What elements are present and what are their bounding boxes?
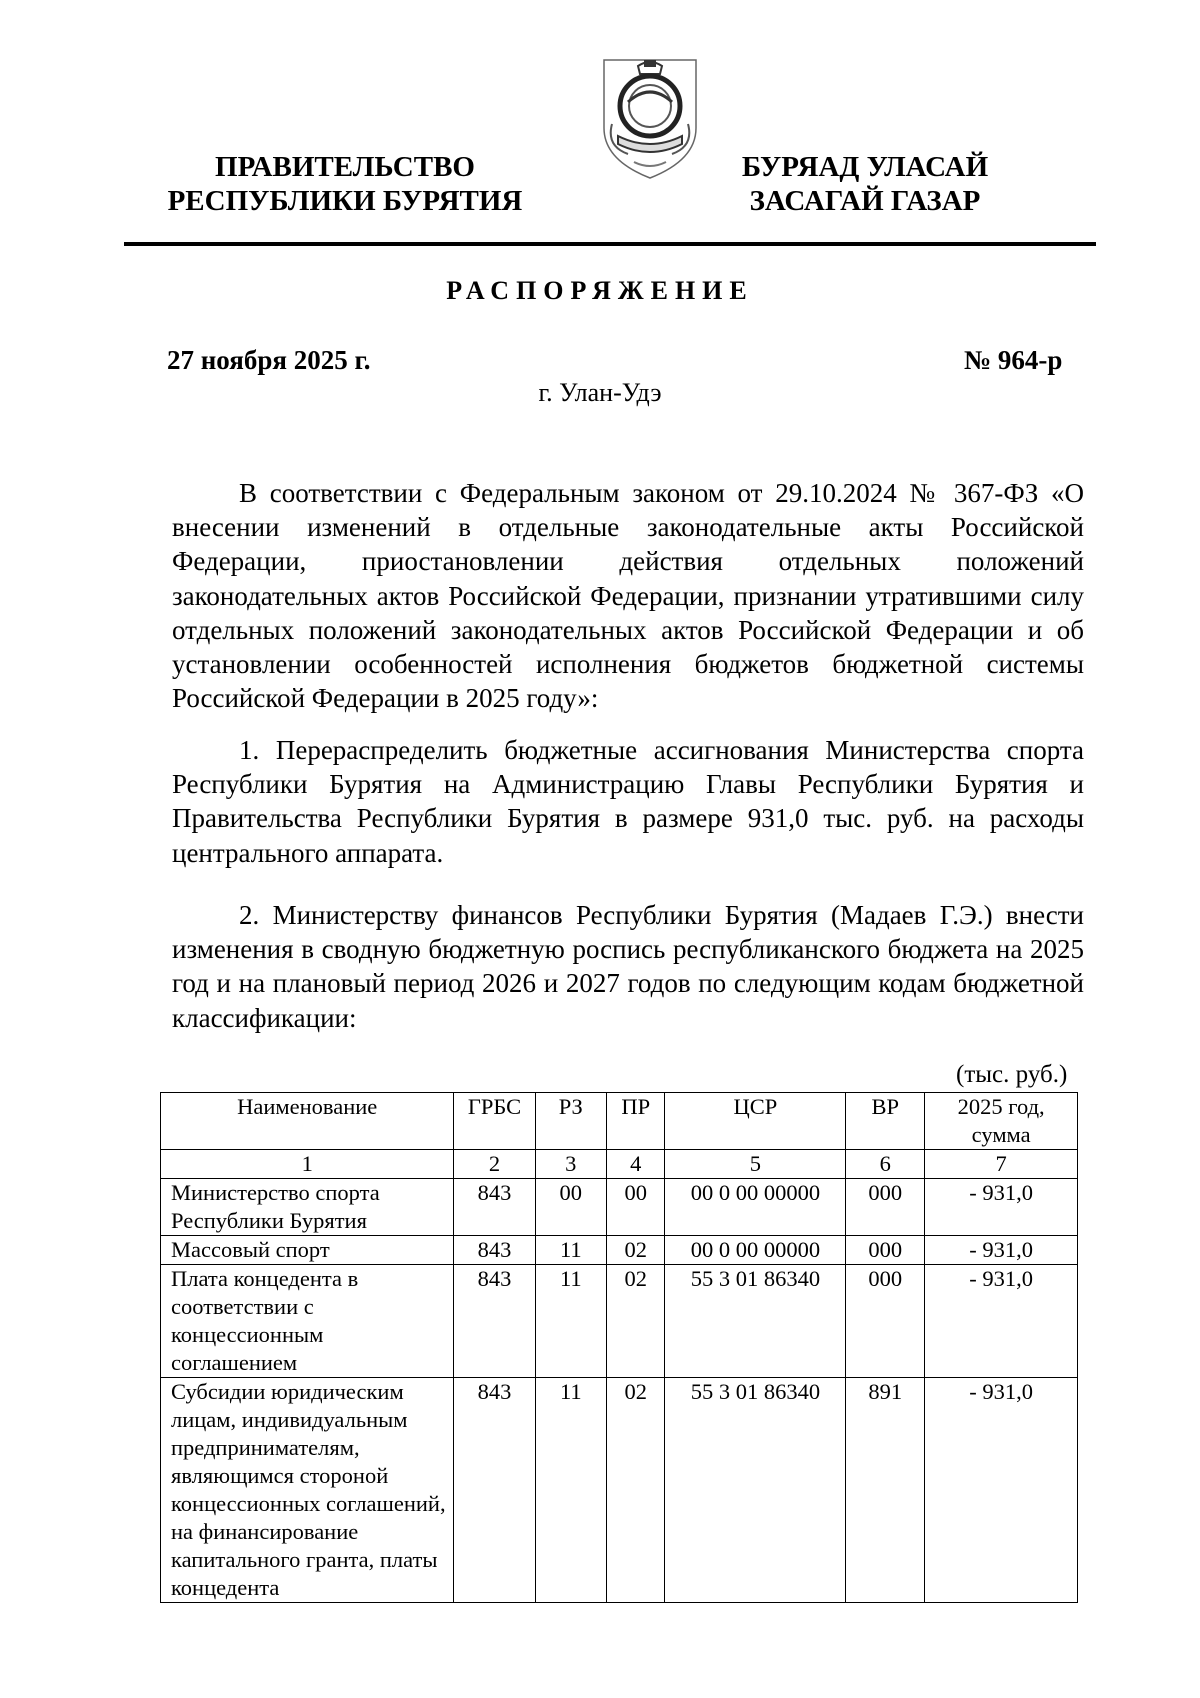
column-number: 3	[535, 1150, 606, 1179]
row-sum: - 931,0	[925, 1236, 1078, 1265]
column-number: 7	[925, 1150, 1078, 1179]
row-pr: 00	[607, 1179, 665, 1236]
table-header-row	[161, 1093, 1078, 1150]
table-column-number-row	[161, 1150, 1078, 1179]
row-name: Массовый спорт	[161, 1236, 454, 1265]
issuer-line-1: ПРАВИТЕЛЬСТВО	[215, 151, 475, 183]
header-vr: ВР	[846, 1093, 925, 1150]
row-vr: 000	[846, 1179, 925, 1236]
issuer-line-2: РЕСПУБЛИКИ БУРЯТИЯ	[167, 185, 523, 217]
header-csr: ЦСР	[665, 1093, 846, 1150]
row-vr: 000	[846, 1265, 925, 1378]
coat-of-arms-icon	[598, 56, 702, 182]
column-number: 2	[454, 1150, 535, 1179]
row-vr: 891	[846, 1378, 925, 1603]
header-divider	[124, 242, 1096, 246]
issuer-line-1: БУРЯАД УЛАСАЙ	[741, 151, 989, 183]
row-rz: 11	[535, 1265, 606, 1378]
row-rz: 11	[535, 1236, 606, 1265]
table-units: (тыс. руб.)	[956, 1061, 1068, 1088]
header-rz: РЗ	[535, 1093, 606, 1150]
row-rz: 00	[535, 1179, 606, 1236]
issuer-name-russian	[160, 150, 530, 218]
row-csr: 00 0 00 00000	[665, 1236, 846, 1265]
issuer-line-2: ЗАСАГАЙ ГАЗАР	[749, 185, 981, 217]
row-pr: 02	[607, 1378, 665, 1603]
row-sum: - 931,0	[925, 1179, 1078, 1236]
row-name: Субсидии юридическим лицам, индивидуальным предпринимателям, являющимся стороной концессионных соглашений, на финансирование капитального гранта, платы концедента	[161, 1378, 454, 1603]
column-number: 6	[846, 1150, 925, 1179]
budget-classification-table	[160, 1092, 1078, 1603]
preamble-paragraph: В соответствии с Федеральным законом от 29.10.2024 № 367-ФЗ «О внесении изменений в отдельные законодательные акты Российской Федерации, приостановлении действия отдельных положений законодательных актов Российской Федерации, признании утратившими силу отдельных положений законодательных актов Российской Федерации и об установлении особенностей исполнения бюджетов бюджетной системы Российской Федерации в 2025 году»:	[172, 478, 1084, 714]
column-number: 4	[607, 1150, 665, 1179]
issuer-name-buryat	[700, 150, 1030, 218]
row-sum: - 931,0	[925, 1378, 1078, 1603]
header-pr: ПР	[607, 1093, 665, 1150]
row-grbs: 843	[454, 1179, 535, 1236]
header-grbs: ГРБС	[454, 1093, 535, 1150]
table-row	[161, 1236, 1078, 1265]
row-pr: 02	[607, 1265, 665, 1378]
order-item-1: 1. Перераспределить бюджетные ассигнования Министерства спорта Республики Бурятия на Администрацию Главы Республики Бурятия и Правительства Республики Бурятия в размере 931,0 тыс. руб. на расходы центрального аппарата.	[172, 735, 1084, 868]
document-city: г. Улан-Удэ	[538, 378, 662, 407]
table-row	[161, 1265, 1078, 1378]
row-name: Министерство спорта Республики Бурятия	[161, 1179, 454, 1236]
row-pr: 02	[607, 1236, 665, 1265]
column-number: 5	[665, 1150, 846, 1179]
document-type: РАСПОРЯЖЕНИЕ	[446, 276, 754, 305]
row-name: Плата концедента в соответствии с концессионным соглашением	[161, 1265, 454, 1378]
header-sum: 2025 год, сумма	[925, 1093, 1078, 1150]
row-grbs: 843	[454, 1265, 535, 1378]
row-csr: 00 0 00 00000	[665, 1179, 846, 1236]
document-number: № 964-р	[964, 345, 1063, 375]
row-csr: 55 3 01 86340	[665, 1265, 846, 1378]
table-row	[161, 1179, 1078, 1236]
row-csr: 55 3 01 86340	[665, 1378, 846, 1603]
row-sum: - 931,0	[925, 1265, 1078, 1378]
header-name: Наименование	[161, 1093, 454, 1150]
document-date: 27 ноября 2025 г.	[167, 345, 371, 375]
row-grbs: 843	[454, 1378, 535, 1603]
row-vr: 000	[846, 1236, 925, 1265]
row-rz: 11	[535, 1378, 606, 1603]
row-grbs: 843	[454, 1236, 535, 1265]
order-item-2: 2. Министерству финансов Республики Бурятия (Мадаев Г.Э.) внести изменения в сводную бюджетную роспись республиканского бюджета на 2025 год и на плановый период 2026 и 2027 годов по следующим кодам бюджетной классификации:	[172, 900, 1084, 1033]
column-number: 1	[161, 1150, 454, 1179]
table-row	[161, 1378, 1078, 1603]
